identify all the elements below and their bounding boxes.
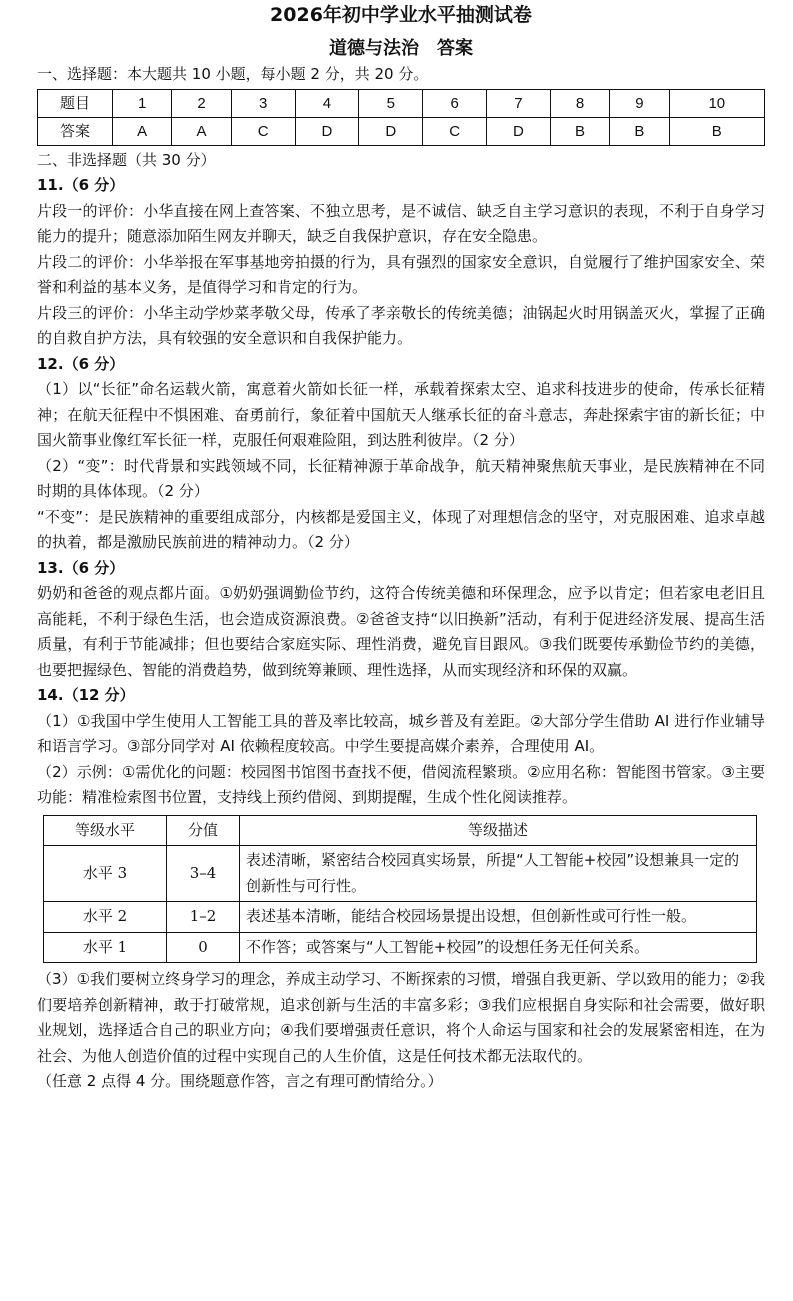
question-number: 4 xyxy=(295,90,359,118)
exam-title: 2026年初中学业水平抽测试卷 xyxy=(270,4,532,26)
rubric-desc: 不作答；或答案与“人工智能+校园”的设想任务无任何关系。 xyxy=(240,932,757,963)
q14-grading-note: （任意 2 点得 4 分。围绕题意作答，言之有理可酌情给分。） xyxy=(37,1072,443,1090)
question-number: 1 xyxy=(113,90,172,118)
q14-part1: （1）①我国中学生使用人工智能工具的普及率比较高，城乡普及有差距。②大部分学生借助 AI 进行作业辅导和语言学习。③部分同学对 AI 依赖程度较高。中学生要提高媒介素养，合理使用 AI。 xyxy=(37,711,765,755)
exam-subtitle: 道德与法治 答案 xyxy=(329,38,473,59)
rubric-row xyxy=(44,846,757,902)
question-number: 3 xyxy=(231,90,295,118)
question-number: 9 xyxy=(610,90,669,118)
rubric-header-score: 分值 xyxy=(167,815,240,846)
answer-letter: C xyxy=(423,118,487,146)
q12-paragraph: （1）以“长征”命名运载火箭，寓意着火箭如长征一样，承载着探索太空、追求科技进步的使命，传承长征精神；在航天征程中不惧困难、奋勇前行，象征着中国航天人继承长征的奋斗意志，奔赴探索宇宙的新长征；中国火箭事业像红军长征一样，克服任何艰难险阻，到达胜利彼岸。（2 分） xyxy=(37,380,765,449)
answer-letter: A xyxy=(172,118,231,146)
rubric-score: 1–2 xyxy=(167,902,240,933)
answer-letter: B xyxy=(669,118,764,146)
answer-letter: D xyxy=(295,118,359,146)
rubric-level: 水平 3 xyxy=(44,846,167,902)
q12-heading: 12.（6 分） xyxy=(37,354,125,373)
q11-heading: 11.（6 分） xyxy=(37,176,125,194)
answer-letter: B xyxy=(550,118,609,146)
rubric-row xyxy=(44,932,757,963)
row-label-question: 题目 xyxy=(38,90,113,118)
rubric-header-desc: 等级描述 xyxy=(240,815,757,846)
question-row xyxy=(38,90,765,118)
answer-letter: A xyxy=(113,118,172,146)
rubric-level: 水平 1 xyxy=(44,932,167,963)
rubric-row xyxy=(44,902,757,933)
q14-part3: （3）①我们要树立终身学习的理念，养成主动学习、不断探索的习惯，增强自我更新、学以致用的能力；②我们要培养创新精神，敢于打破常规，追求创新与生活的丰富多彩；③我们应根据自身实际和社会需要，做好职业规划，选择适合自己的职业方向；④我们要增强责任意识，将个人命运与国家和社会的发展紧密相连，在为社会、为他人创造价值的过程中实现自己的人生价值，这是任何技术都无法取代的。 xyxy=(37,970,765,1065)
q11-paragraph: 片段三的评价：小华主动学炒菜孝敬父母，传承了孝亲敬长的传统美德；油锅起火时用锅盖灭火，掌握了正确的自救自护方法，具有较强的安全意识和自我保护能力。 xyxy=(37,303,765,347)
rubric-header-level: 等级水平 xyxy=(44,815,167,846)
rubric-desc: 表述基本清晰，能结合校园场景提出设想，但创新性或可行性一般。 xyxy=(240,902,757,933)
part1-heading: 一、选择题：本大题共 10 小题，每小题 2 分，共 20 分。 xyxy=(37,65,429,83)
question-number: 5 xyxy=(359,90,423,118)
grading-rubric-table xyxy=(43,815,757,964)
answer-letter: B xyxy=(610,118,669,146)
question-number: 7 xyxy=(487,90,551,118)
answer-letter: C xyxy=(231,118,295,146)
q13-paragraph: 奶奶和爸爸的观点都片面。①奶奶强调勤俭节约，这符合传统美德和环保理念，应予以肯定；但若家电老旧且高能耗，不利于绿色生活，也会造成资源浪费。②爸爸支持“以旧换新”活动，有利于促进经济发展、提高生活质量，有利于节能减排；但也要结合家庭实际、理性消费，避免盲目跟风。③我们既要传承勤俭节约的美德，也要把握绿色、智能的消费趋势，做到统筹兼顾、理性选择，从而实现经济和环保的双赢。 xyxy=(37,584,765,679)
q12-paragraph: “不变”：是民族精神的重要组成部分，内核都是爱国主义，体现了对理想信念的坚守，对克服困难、追求卓越的执着，都是激励民族前进的精神动力。（2 分） xyxy=(37,507,765,551)
question-number: 8 xyxy=(550,90,609,118)
answer-letter: D xyxy=(487,118,551,146)
question-number: 10 xyxy=(669,90,764,118)
q14-heading: 14.（12 分） xyxy=(37,686,135,704)
rubric-header-row xyxy=(44,815,757,846)
question-number: 2 xyxy=(172,90,231,118)
q14-part2: （2）示例：①需优化的问题：校园图书馆图书查找不便，借阅流程繁琐。②应用名称：智能图书管家。③主要功能：精准检索图书位置，支持线上预约借阅、到期提醒，生成个性化阅读推荐。 xyxy=(37,762,765,806)
answer-sheet xyxy=(37,0,765,1095)
question-number: 6 xyxy=(423,90,487,118)
q13-heading: 13.（6 分） xyxy=(37,558,125,577)
q11-paragraph: 片段一的评价：小华直接在网上查答案、不独立思考，是不诚信、缺乏自主学习意识的表现，不利于自身学习能力的提升；随意添加陌生网友并聊天，缺乏自我保护意识，存在安全隐患。 xyxy=(37,201,765,245)
rubric-score: 0 xyxy=(167,932,240,963)
choice-answer-table xyxy=(37,89,765,146)
rubric-score: 3–4 xyxy=(167,846,240,902)
answer-letter: D xyxy=(359,118,423,146)
rubric-desc: 表述清晰，紧密结合校园真实场景，所提“人工智能+校园”设想兼具一定的创新性与可行性。 xyxy=(240,846,757,902)
answer-row xyxy=(38,118,765,146)
q12-paragraph: （2）“变”：时代背景和实践领域不同，长征精神源于革命战争，航天精神聚焦航天事业，是民族精神在不同时期的具体体现。（2 分） xyxy=(37,456,765,500)
part2-heading: 二、非选择题（共 30 分） xyxy=(37,151,216,169)
q11-paragraph: 片段二的评价：小华举报在军事基地旁拍摄的行为，具有强烈的国家安全意识，自觉履行了维护国家安全、荣誉和利益的基本义务，是值得学习和肯定的行为。 xyxy=(37,252,765,296)
row-label-answer: 答案 xyxy=(38,118,113,146)
rubric-level: 水平 2 xyxy=(44,902,167,933)
